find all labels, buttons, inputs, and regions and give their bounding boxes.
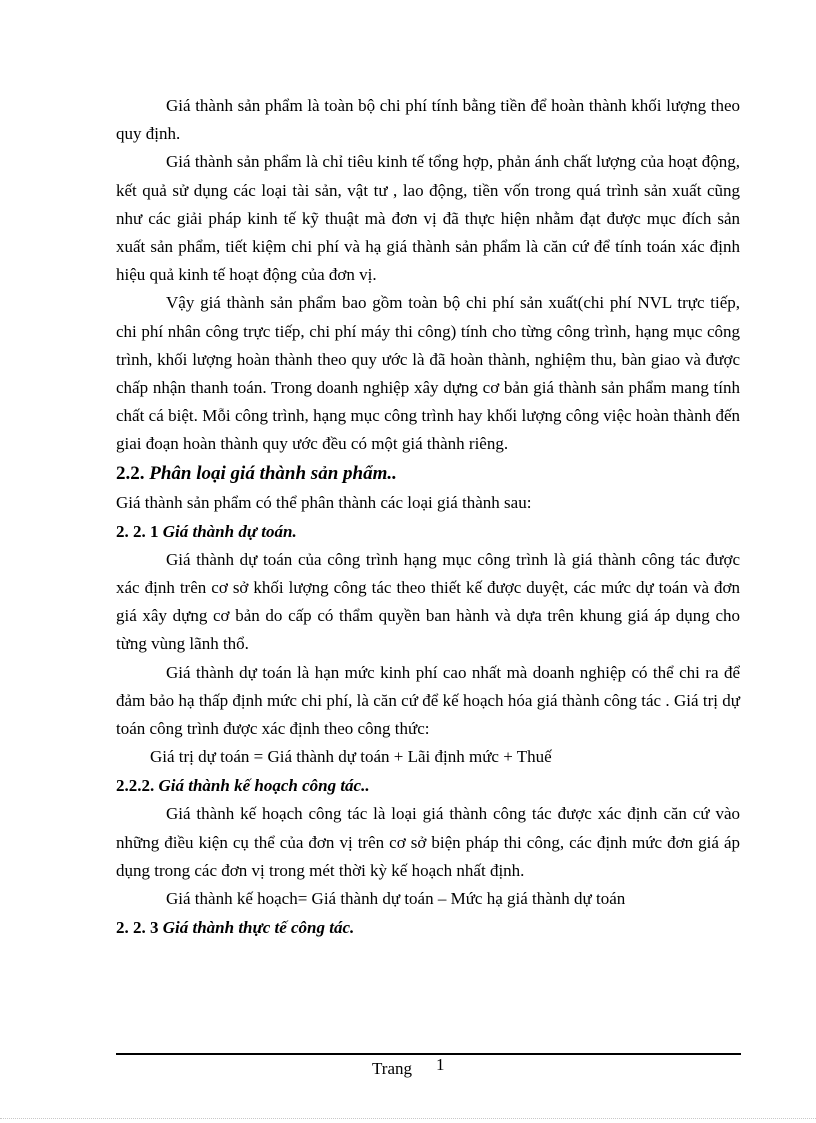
- section-number: 2. 2. 3: [116, 918, 159, 938]
- page-number: 1: [436, 1055, 445, 1074]
- footer-label: Trang: [372, 1059, 412, 1078]
- page-body: [116, 92, 740, 942]
- section-heading-2-2-2: [116, 771, 740, 800]
- page-footer: [372, 1055, 445, 1079]
- paragraph: Giá thành sản phẩm có thể phân thành các loại giá thành sau:: [116, 492, 532, 512]
- paragraph: Giá thành sản phẩm là chỉ tiêu kinh tế tổng hợp, phản ánh chất lượng của hoạt động, kết quả sử dụng các loại tài sản, vật tư , lao động, tiền vốn trong quá trình sản xuất cũng như các giải pháp kinh tế kỹ thuật mà đơn vị đã thực hiện nhằm đạt được mục đích sản xuất sản phẩm, tiết kiệm chi phí và hạ giá thành sản phẩm là căn cứ để tính toán xác định hiệu quả kinh tế hoạt động của đơn vị.: [116, 152, 740, 285]
- paragraph: Giá thành dự toán là hạn mức kinh phí cao nhất mà doanh nghiệp có thể chi ra để đảm bảo hạ thấp định mức chi phí, là căn cứ để kế hoạch hóa giá thành công tác . Giá trị dự toán công trình được xác định theo công thức:: [116, 662, 740, 739]
- paragraph: Giá thành dự toán của công trình hạng mục công trình là giá thành công tác được xác định trên cơ sở khối lượng công tác theo thiết kế được duyệt, các mức dự toán và đơn giá xây dựng cơ bản do cấp có thẩm quyền ban hành và dựa trên khung giá áp dụng cho từng vùng lãnh thổ.: [116, 549, 740, 654]
- formula: Giá thành kế hoạch= Giá thành dự toán – Mức hạ giá thành dự toán: [166, 889, 626, 909]
- paragraph: Giá thành kế hoạch công tác là loại giá thành công tác được xác định căn cứ vào những điều kiện cụ thể của đơn vị trên cơ sở biện pháp thi công, các định mức đơn giá áp dụng trong các đơn vị trong mét thời kỳ kế hoạch nhất định.: [116, 804, 740, 880]
- formula: Giá trị dự toán = Giá thành dự toán + Lãi định mức + Thuế: [150, 747, 552, 767]
- section-number: 2. 2. 1: [116, 521, 159, 541]
- page-edge-divider: [0, 1118, 816, 1119]
- section-title: Giá thành thực tế công tác.: [162, 918, 355, 938]
- section-title: Giá thành kế hoạch công tác..: [158, 776, 370, 796]
- paragraph: Giá thành sản phẩm là toàn bộ chi phí tính bằng tiền để hoàn thành khối lượng theo quy định.: [116, 96, 740, 144]
- paragraph: Vậy giá thành sản phẩm bao gồm toàn bộ chi phí sản xuất(chi phí NVL trực tiếp, chi phí nhân công trực tiếp, chi phí máy thi công) tính cho từng công trình, hạng mục công trình, khối lượng hoàn thành theo quy ước là đã hoàn thành, nghiệm thu, bàn giao và được chấp nhận thanh toán. Trong doanh nghiệp xây dựng cơ bản giá thành sản phẩm mang tính chất cá biệt. Mỗi công trình, hạng mục công trình hay khối lượng công việc hoàn thành đến giai đoạn hoàn thành quy ước đều có một giá thành riêng.: [116, 293, 740, 454]
- section-heading-2-2: [116, 459, 740, 489]
- section-title: Giá thành dự toán.: [162, 521, 297, 541]
- section-title: Phân loại giá thành sản phẩm..: [149, 462, 397, 484]
- section-number: 2.2.2.: [116, 776, 155, 796]
- section-number: 2.2.: [116, 462, 145, 484]
- section-heading-2-2-1: [116, 517, 740, 546]
- section-heading-2-2-3: [116, 913, 740, 942]
